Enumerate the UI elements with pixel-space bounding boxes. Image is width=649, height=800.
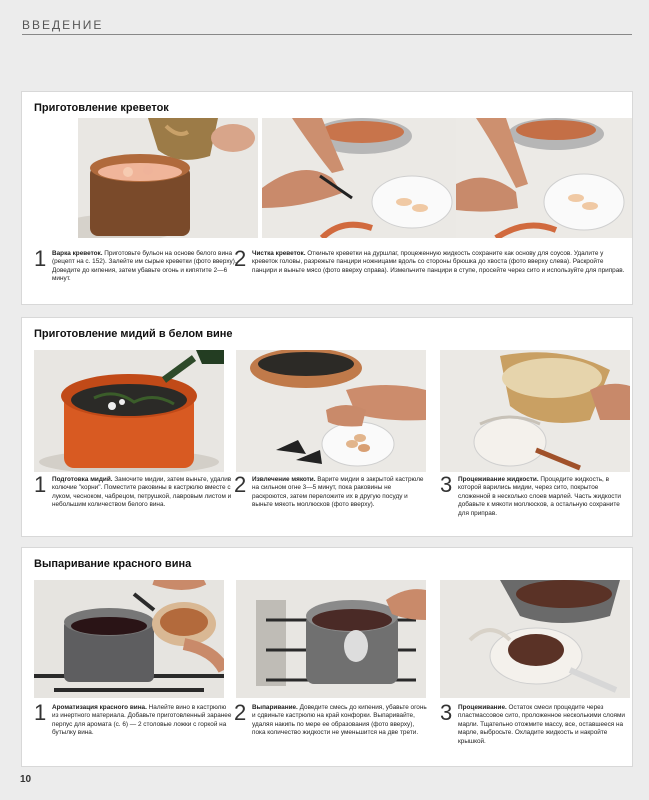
step-text [252,704,428,738]
step-1 [34,702,232,764]
step-body: Остаток смеси процедите через пластмассовое сито, проложенное несколькими слоями марли. Тщательно отожмите массу, все, оставшееся на марле, выбросьте. Охладите жидкость и накройте крышкой. [458,704,625,745]
step-body: Налейте вино в кастрюлю из инертного материала. Добавьте приготовленный заранее перпус для аромата (с. 6) — 2 столовые ложки с горкой на бутылку вина. [52,704,232,737]
step-text [458,704,630,746]
step-2 [234,702,430,764]
chapter-title: ВВЕДЕНИЕ [22,18,104,32]
section-title: Приготовление мидий в белом вине [34,328,233,340]
step-heading: Процеживание. [458,704,507,711]
header-rule [22,34,632,35]
photo-shrimp-cutting [262,118,457,238]
photo-wine-straining [440,580,630,698]
step-1 [34,474,232,534]
step-heading: Подготовка мидий. [52,476,113,483]
step-number: 1 [34,700,47,725]
step-3 [440,474,630,534]
step-text [458,476,630,518]
step-body: Приготовьте бульон на основе белого вина (рецепт на с. 152). Залейте им сырые креветки (фото вверху). Доведите до кипения, затем убавьте огонь и кипятите 2—6 минут. [52,250,237,283]
photo-mussels-straining [440,350,630,472]
step-heading: Чистка креветок. [252,250,306,257]
step-heading: Варка креветок. [52,250,103,257]
step-1 [34,248,240,304]
step-number: 2 [234,246,247,271]
step-number: 1 [34,472,47,497]
section-title: Выпаривание красного вина [34,558,192,570]
step-body: Доведите смесь до кипения, убавьте огонь и сдвиньте кастрюлю на край конфорки. Выпаривайте, удаляя накипь по мере ее образования (фото вверху), пока количество жидкости не уменьшится на две трети. [252,704,427,737]
step-body: Откиньте креветки на дуршлаг, процеженную жидкость сохраните как основу для соусов. Удалите у креветок головы, разрежьте панцири ножницами вдоль со стороны брюшка до хвоста (фото вверху слева). Раскройте панцири и выньте мясо (фото вверху справа). Измельчите панцири в ступе, просейте через сито и используйте для приправ. [252,250,625,274]
photo-wine-reducing [236,580,426,698]
step-body: Варите мидии в закрытой кастрюле на сильном огне 3—5 минут, пока раковины не раскроются, затем переложите их в другую посуду и выньте мякоть моллюсков (фото вверху). [252,476,424,509]
step-heading: Процеживание жидкости. [458,476,539,483]
page-header [22,18,632,32]
page-number: 10 [20,774,32,785]
step-number: 3 [440,472,453,497]
step-heading: Ароматизация красного вина. [52,704,147,711]
photo-mussels-pot [34,350,224,472]
photo-shrimp-peeling [456,118,632,238]
step-number: 2 [234,700,247,725]
section-red-wine [22,548,632,766]
section-title: Приготовление креветок [34,102,169,114]
step-text [52,250,240,284]
step-text [252,250,628,275]
step-text [252,476,428,510]
step-3 [440,702,630,764]
photo-mussels-removing-meat [236,350,426,472]
step-2 [234,474,430,534]
step-number: 3 [440,700,453,725]
section-shrimp [22,92,632,304]
step-text [52,704,232,738]
step-number: 1 [34,246,47,271]
photo-shrimp-boiling [78,118,258,238]
photo-wine-aromatizing [34,580,224,698]
step-number: 2 [234,472,247,497]
step-text [52,476,232,510]
section-mussels [22,318,632,536]
step-heading: Извлечение мякоти. [252,476,316,483]
step-body: Замочите мидии, затем выньте, удалив колючие "корни". Поместите раковины в кастрюлю вместе с луком, чесноком, чабрецом, петрушкой, лавровым листом и небольшим количеством белого вина. [52,476,232,509]
step-2 [234,248,630,304]
step-heading: Выпаривание. [252,704,298,711]
step-body: Процедите жидкость, в которой варились мидии, через сито, покрытое сложенной в несколько слоев марлей. Часть жидкости добавьте к мякоти моллюсков, а остальную сохраните для приправ. [458,476,621,517]
